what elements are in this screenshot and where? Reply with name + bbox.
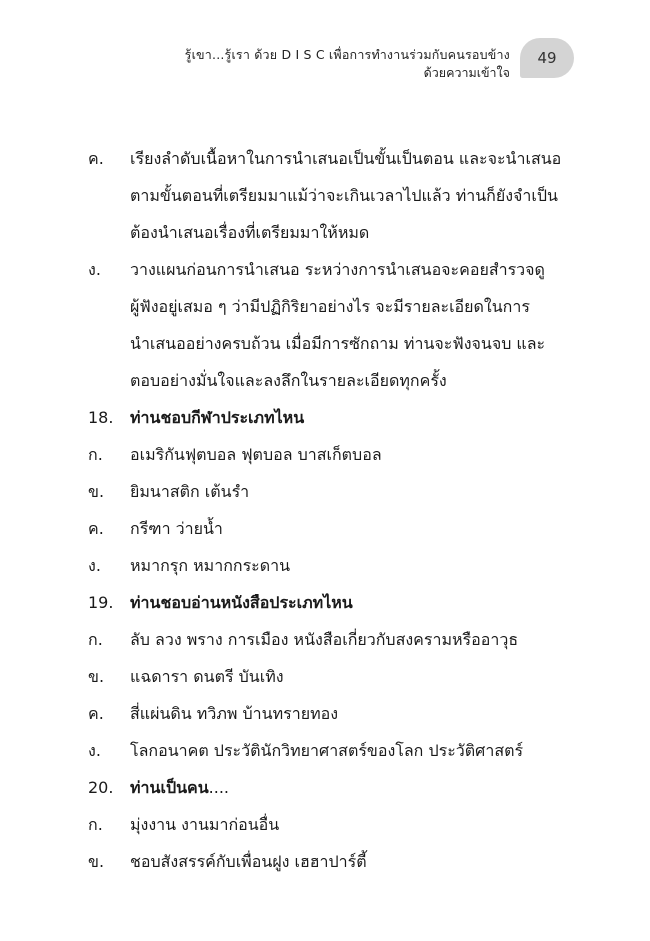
question-text: ท่านเป็นคน <box>130 778 209 797</box>
question-suffix: .... <box>208 778 230 797</box>
option-item <box>88 436 578 473</box>
question-18 <box>88 399 578 436</box>
question-text: ท่านชอบกีฬาประเภทไหน <box>130 408 305 427</box>
option-text-line: ผู้ฟังอยู่เสมอ ๆ ว่ามีปฏิกิริยาอย่างไร จะมีรายละเอียดในการ <box>130 297 530 316</box>
option-text-line: ตามขั้นตอนที่เตรียมมาแม้ว่าจะเกินเวลาไปแล้ว ท่านก็ยังจำเป็น <box>130 186 558 205</box>
option-text: อเมริกันฟุตบอล ฟุตบอล บาสเก็ตบอล <box>130 445 382 464</box>
option-text-line: เรียงลำดับเนื้อหาในการนำเสนอเป็นขั้นเป็นตอน และจะนำเสนอ <box>130 149 562 168</box>
option-marker: ข. <box>88 667 105 686</box>
option-item <box>88 658 578 695</box>
page-content <box>88 140 578 880</box>
question-number: 20. <box>88 778 114 797</box>
question-number: 18. <box>88 408 114 427</box>
option-text: ยิมนาสติก เต้นรำ <box>130 482 250 501</box>
option-text: แฉดารา ดนตรี บันเทิง <box>130 667 284 686</box>
header-title: รู้เขา...รู้เรา ด้วย D I S C เพื่อการทำงานร่วมกับคนรอบข้าง <box>184 47 510 62</box>
option-marker: ค. <box>88 519 104 538</box>
option-marker: ก. <box>88 815 103 834</box>
option-marker: ข. <box>88 852 105 871</box>
option-text: สี่แผ่นดิน ทวิภพ บ้านทรายทอง <box>130 704 339 723</box>
option-text-line: นำเสนออย่างครบถ้วน เมื่อมีการซักถาม ท่านจะฟังจนจบ และ <box>130 334 546 353</box>
option-item <box>88 806 578 843</box>
option-text-line: ตอบอย่างมั่นใจและลงลึกในรายละเอียดทุกครั้ง <box>130 371 447 390</box>
option-text-line: วางแผนก่อนการนำเสนอ ระหว่างการนำเสนอจะคอยสำรวจดู <box>130 260 545 279</box>
option-item <box>88 621 578 658</box>
option-text: ชอบสังสรรค์กับเพื่อนฝูง เฮฮาปาร์ตี้ <box>130 852 367 871</box>
question-number: 19. <box>88 593 114 612</box>
option-c-prev <box>88 140 578 177</box>
option-item <box>88 473 578 510</box>
option-marker: ง. <box>88 741 101 760</box>
option-text-line: ต้องนำเสนอเรื่องที่เตรียมมาให้หมด <box>130 223 370 242</box>
page-number: 49 <box>537 49 557 67</box>
option-marker: ข. <box>88 482 105 501</box>
question-19 <box>88 584 578 621</box>
option-text: กรีฑา ว่ายน้ำ <box>130 519 223 538</box>
option-text: หมากรุก หมากกระดาน <box>130 556 291 575</box>
option-marker: ก. <box>88 445 103 464</box>
option-item <box>88 843 578 880</box>
question-text: ท่านชอบอ่านหนังสือประเภทไหน <box>130 593 353 612</box>
option-item <box>88 510 578 547</box>
option-text: โลกอนาคต ประวัตินักวิทยาศาสตร์ของโลก ประวัติศาสตร์ <box>130 741 524 760</box>
option-item <box>88 695 578 732</box>
option-text: ลับ ลวง พราง การเมือง หนังสือเกี่ยวกับสงครามหรืออาวุธ <box>130 630 519 649</box>
option-item <box>88 732 578 769</box>
header-subtitle: ด้วยความเข้าใจ <box>423 65 510 80</box>
option-marker: ค. <box>88 704 104 723</box>
option-marker: ก. <box>88 630 103 649</box>
option-marker: ง. <box>88 556 101 575</box>
option-d-prev <box>88 251 578 288</box>
option-marker: ง. <box>88 260 101 279</box>
option-marker: ค. <box>88 149 104 168</box>
page-number-badge <box>520 38 574 78</box>
option-item <box>88 547 578 584</box>
running-header <box>185 46 510 82</box>
option-text: มุ่งงาน งานมาก่อนอื่น <box>130 815 280 834</box>
question-20 <box>88 769 578 806</box>
